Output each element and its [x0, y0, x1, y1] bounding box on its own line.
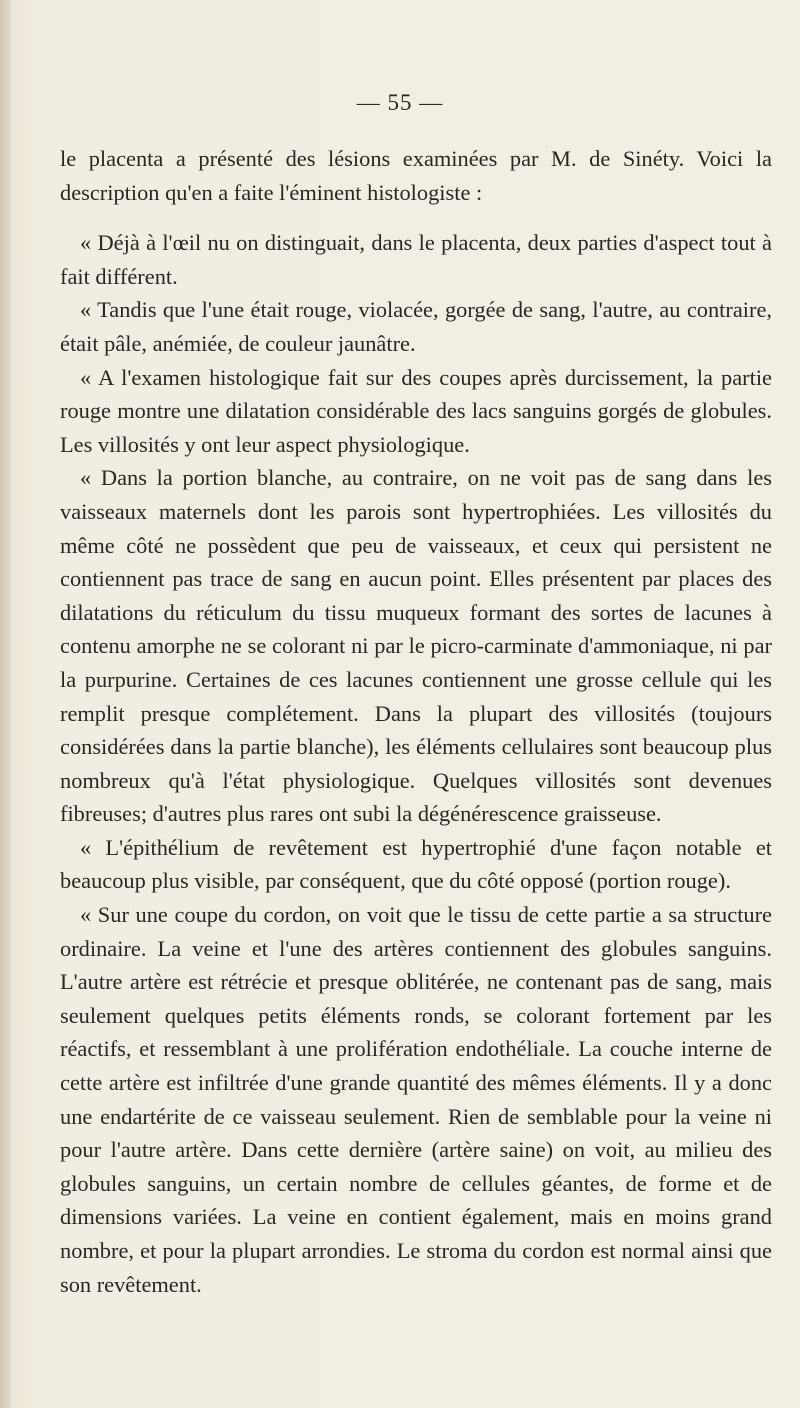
page-binding-edge — [0, 0, 10, 1408]
paragraph-quote-6: « Sur une coupe du cordon, on voit que le tissu de cette partie a sa structure ordinaire. La veine et l'une des artères contiennent des globules sanguins. L'autre artère est rétrécie et presque oblitérée, ne contenant pas de sang, mais seulement quelques petits éléments ronds, se colorant fortement par les réactifs, et ressemblant à une prolifération endothéliale. La couche interne de cette artère est infiltrée d'une grande quantité des mêmes éléments. Il y a donc une endartérite de ce vaisseau seulement. Rien de semblable pour la veine ni pour l'autre artère. Dans cette dernière (artère saine) on voit, au milieu des globules sanguins, un certain nombre de cellules géantes, de forme et de dimensions variées. La veine en contient également, mais en moins grand nombre, et pour la plupart arrondies. Le stroma du cordon est normal ainsi que son revêtement. — [60, 902, 772, 1297]
paragraph-quote-2: « Tandis que l'une était rouge, violacée, gorgée de sang, l'autre, au contraire, était pâle, anémiée, de couleur jaunâtre. — [60, 297, 772, 356]
paragraph-quote-1: « Déjà à l'œil nu on distinguait, dans le placenta, deux parties d'aspect tout à fait différent. — [60, 230, 772, 289]
paragraph-quote-5: « L'épithélium de revêtement est hypertrophié d'une façon notable et beaucoup plus visible, par conséquent, que du côté opposé (portion rouge). — [60, 834, 772, 894]
paragraph-quote-4: « Dans la portion blanche, au contraire, on ne voit pas de sang dans les vaisseaux maternels dont les parois sont hypertrophiées. Les villosités du même côté ne possèdent que peu de vaisseaux, et ceux qui persistent ne contiennent pas trace de sang en aucun point. Elles présentent par places des dilatations du réticulum du tissu muqueux formant des sortes de lacunes à contenu amorphe ne se colorant ni par le picro-carminate d'ammoniaque, ni par la purpurine. Certaines de ces lacunes contiennent une grosse cellule qui les remplit presque complétement. Dans la plupart des villosités (toujours considérées dans la partie blanche), les éléments cellulaires sont beaucoup plus nombreux qu'à l'état physiologique. Quelques villosités sont devenues fibreuses; d'autres plus rares ont subi la dégénérescence graisseuse. — [60, 465, 772, 827]
page-number: — 55 — — [356, 90, 444, 115]
paragraph-quote-3: « A l'examen histologique fait sur des coupes après durcissement, la partie rouge montre une dilatation considérable des lacs sanguins gorgés de globules. Les villosités y ont leur aspect physiologique. — [60, 364, 772, 457]
paragraph-intro: le placenta a présenté des lésions examinées par M. de Sinéty. Voici la description qu'en a faite l'éminent histologiste : — [60, 146, 772, 205]
body-text — [60, 142, 772, 1301]
